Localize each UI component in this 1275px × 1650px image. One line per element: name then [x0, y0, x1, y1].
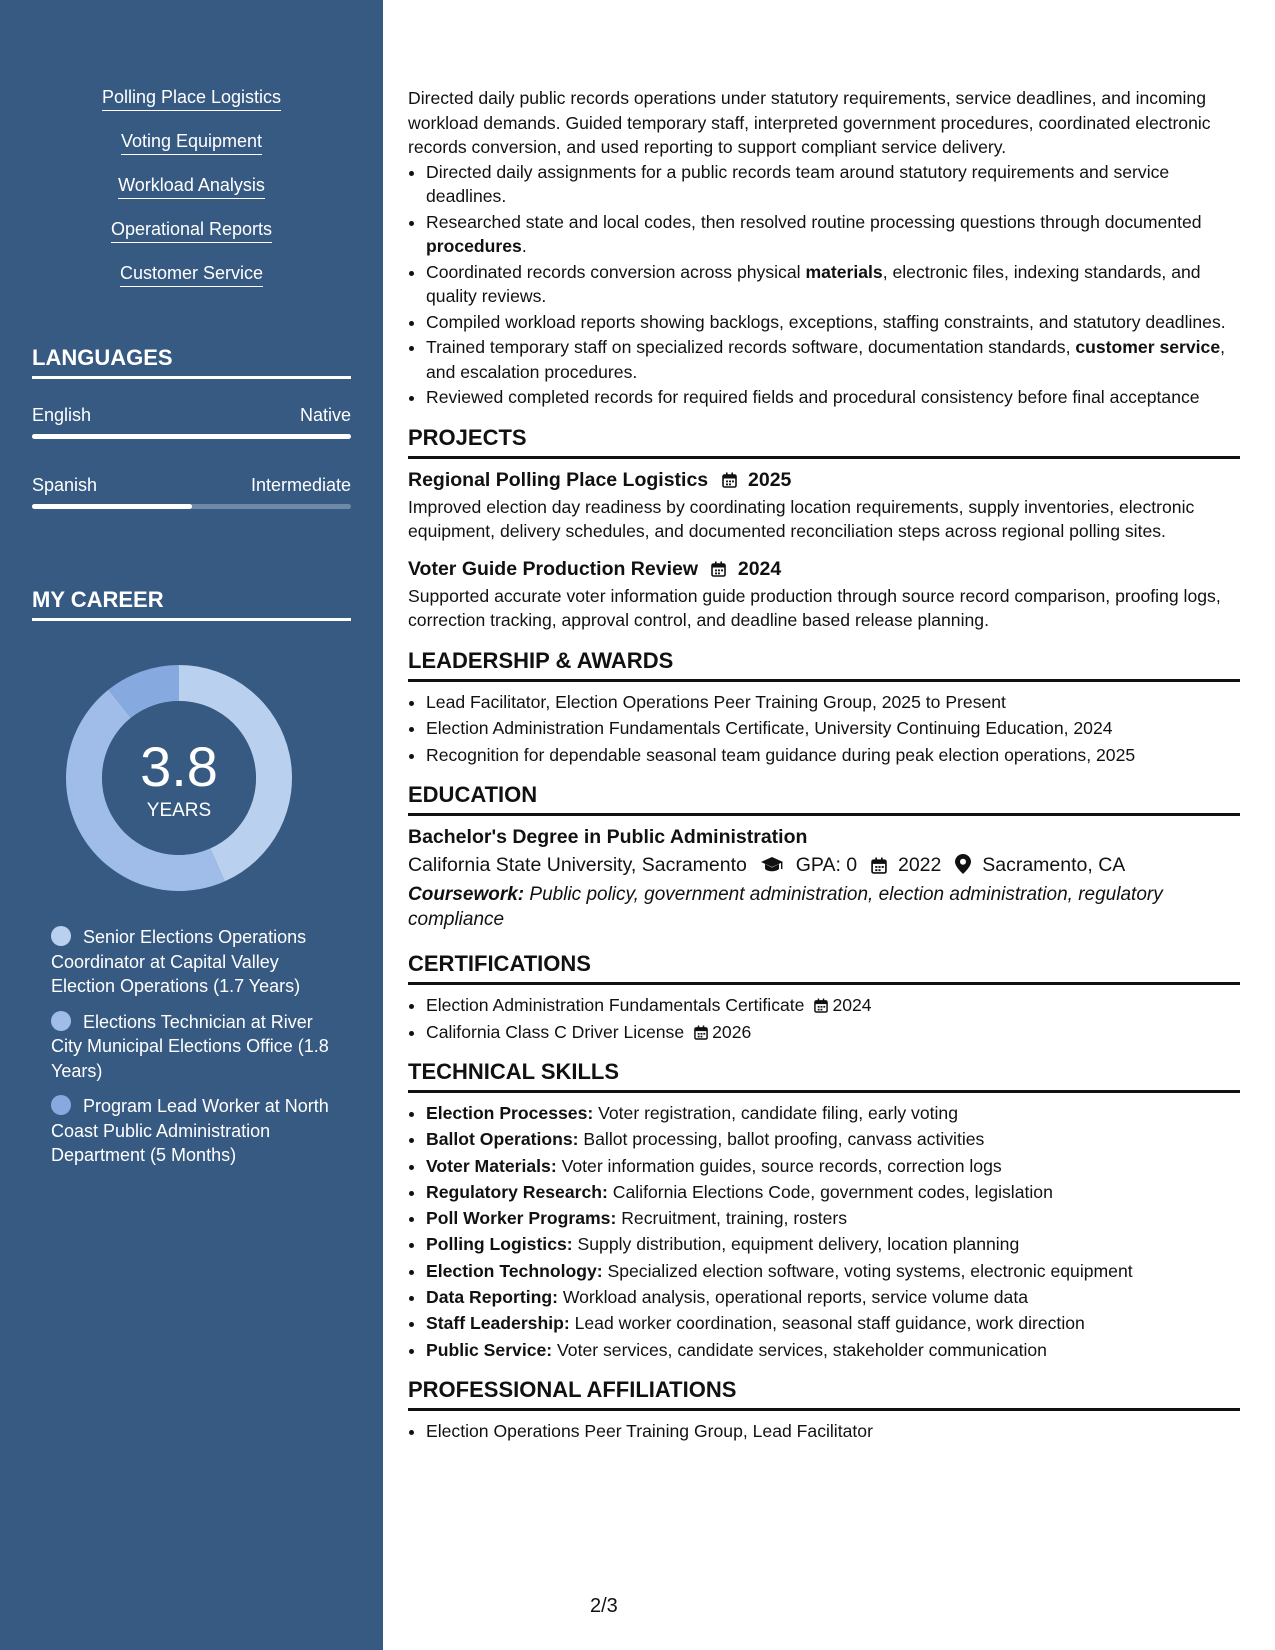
career-donut-chart	[66, 665, 292, 891]
bullet-text: Trained temporary staff on specialized records software, documentation standards,	[426, 337, 1076, 357]
career-item	[51, 925, 331, 999]
bullet-bold: materials	[805, 261, 883, 282]
coursework	[408, 882, 1240, 932]
school-name: California State University, Sacramento	[408, 854, 747, 876]
career-list	[51, 925, 331, 1179]
technical-skills-list	[408, 1101, 1240, 1362]
language-bar	[32, 434, 351, 439]
skill-text: Supply distribution, equipment delivery, location planning	[572, 1234, 1020, 1255]
certification-name: California Class C Driver License	[426, 1021, 685, 1042]
career-years-unit: YEARS	[146, 800, 212, 821]
career-item	[51, 1010, 331, 1084]
skill-label: Ballot Operations:	[426, 1129, 579, 1150]
leadership-title: LEADERSHIP & AWARDS	[408, 647, 1240, 682]
bullet-bold: customer service	[1075, 337, 1221, 357]
summary-bullets	[408, 160, 1240, 410]
coursework-label: Coursework:	[408, 884, 525, 905]
sidebar	[0, 0, 383, 1650]
gpa: GPA: 0	[795, 854, 858, 876]
list-item	[426, 1232, 1240, 1257]
project-year: 2025	[748, 468, 792, 491]
school-location: Sacramento, CA	[982, 854, 1126, 876]
skill-label: Polling Logistics:	[426, 1234, 573, 1255]
list-item	[426, 335, 1240, 384]
skill-text: Voter registration, candidate filing, early voting	[593, 1103, 959, 1123]
skill-text: Ballot processing, ballot proofing, canvass activities	[578, 1129, 985, 1150]
degree-title: Bachelor's Degree in Public Administration	[408, 826, 808, 848]
education-title: EDUCATION	[408, 781, 1240, 816]
list-item	[426, 1338, 1240, 1363]
career-total-years: 3.8	[140, 735, 218, 798]
education-details	[408, 850, 1240, 880]
list-item	[426, 1285, 1240, 1310]
language-name: English	[32, 405, 92, 425]
affiliations-title: PROFESSIONAL AFFILIATIONS	[408, 1376, 1240, 1411]
language-name: Spanish	[32, 475, 98, 495]
list-item	[426, 1154, 1240, 1179]
certification-year: 2024	[832, 995, 872, 1015]
bullet-text: Coordinated records conversion across physical	[426, 261, 806, 282]
list-item	[426, 1180, 1240, 1205]
language-bar	[32, 504, 351, 509]
project-name: Regional Polling Place Logistics	[408, 468, 709, 491]
summary-intro: Directed daily public records operations under statutory requirements, service deadlines, and incoming workload demands. Guided temporary staff, interpreted government procedures, coordinated electronic records conversion, and used reporting to support compliant service delivery.	[408, 88, 1211, 157]
list-item	[426, 310, 1240, 335]
certification-year: 2026	[712, 1021, 752, 1042]
list-item: • Election Administration Fundamentals Certificate, University Continuing Education, 2024	[426, 716, 1240, 741]
career-dot-icon	[51, 1095, 71, 1115]
list-item	[426, 1259, 1240, 1284]
certifications-list	[408, 993, 1240, 1044]
skill-tag: Polling Place Logistics	[102, 86, 281, 111]
skill-text: Specialized election software, voting systems, electronic equipment	[602, 1260, 1133, 1281]
career-dot-icon	[51, 926, 71, 946]
certification-name: Election Administration Fundamentals Certificate	[426, 995, 805, 1015]
language-level: Native	[299, 405, 351, 425]
list-item	[426, 1101, 1240, 1126]
bullet-text: .	[521, 236, 527, 256]
skill-text: Voter services, candidate services, stakeholder communication	[552, 1339, 1047, 1360]
skills-list	[0, 86, 383, 306]
project-year: 2024	[737, 557, 782, 580]
skill-label: Voter Materials:	[426, 1155, 557, 1176]
skill-tag: Operational Reports	[111, 218, 272, 243]
graduation-year: 2022	[897, 854, 942, 876]
map-pin-icon	[955, 854, 971, 874]
language-row	[32, 474, 351, 496]
skill-text: Recruitment, training, rosters	[616, 1208, 848, 1229]
project-description: Supported accurate voter information guide production through source record comparison, proofing logs, correction tracking, approval control, and deadline based release planning.	[408, 585, 1221, 630]
page-number: 2/3	[590, 1595, 618, 1617]
career-item-text: Senior Elections Operations Coordinator at Capital Valley Election Operations (1.7 Years)	[51, 927, 307, 996]
skill-label: Election Technology:	[426, 1260, 603, 1281]
graduation-cap-icon	[760, 856, 784, 874]
bullet-bold: procedures	[426, 236, 522, 256]
calendar-icon	[871, 857, 887, 874]
project-description: Improved election day readiness by coordinating location requirements, supply inventories, electronic equipment, delivery schedules, and documented reconciliation steps across regional polling sites.	[408, 496, 1195, 541]
calendar-icon	[814, 998, 828, 1013]
skill-tag: Workload Analysis	[118, 174, 265, 199]
bullet-text: Compiled workload reports showing backlogs, exceptions, staffing constraints, and statutory deadlines.	[426, 311, 1226, 332]
list-item	[426, 1127, 1240, 1152]
list-item	[426, 1206, 1240, 1231]
career-item-text: Elections Technician at River City Municipal Elections Office (1.8 Years)	[51, 1011, 329, 1081]
list-item	[426, 160, 1240, 209]
skill-tag: Voting Equipment	[121, 130, 262, 155]
bullet-text: Reviewed completed records for required fields and procedural consistency before final acceptance	[426, 387, 1200, 407]
list-item: • Lead Facilitator, Election Operations Peer Training Group, 2025 to Present	[426, 690, 1240, 715]
list-item	[426, 1020, 1240, 1045]
calendar-icon	[722, 472, 737, 488]
certifications-title: CERTIFICATIONS	[408, 950, 1240, 985]
skill-label: Data Reporting:	[426, 1287, 558, 1308]
skill-label: Staff Leadership:	[426, 1313, 570, 1334]
list-item	[426, 260, 1240, 309]
coursework-text: Public policy, government administration, election administration, regulatory compliance	[408, 884, 1163, 930]
technical-skills-title: TECHNICAL SKILLS	[408, 1058, 1240, 1093]
leadership-list	[408, 690, 1240, 768]
list-item	[426, 385, 1240, 410]
main-content	[408, 86, 1240, 1446]
project-name: Voter Guide Production Review	[408, 557, 699, 580]
skill-label: Public Service:	[426, 1339, 553, 1360]
skill-text: Voter information guides, source records, correction logs	[556, 1155, 1002, 1176]
language-level: Intermediate	[250, 475, 351, 495]
career-item-text: Program Lead Worker at North Coast Public Administration Department (5 Months)	[51, 1096, 329, 1165]
skill-label: Regulatory Research:	[426, 1181, 608, 1202]
languages-title: LANGUAGES	[32, 344, 351, 379]
skill-text: Workload analysis, operational reports, service volume data	[557, 1287, 1029, 1308]
affiliations-list	[408, 1419, 1240, 1444]
language-bar-fill	[32, 434, 351, 439]
list-item	[426, 1311, 1240, 1336]
skill-tag: Customer Service	[120, 262, 263, 287]
bullet-text: Directed daily assignments for a public records team around statutory requirements and service deadlines.	[426, 161, 1170, 206]
skill-label: Election Processes:	[426, 1103, 594, 1123]
career-item	[51, 1094, 331, 1168]
projects-title: PROJECTS	[408, 424, 1240, 459]
career-dot-icon	[51, 1011, 71, 1031]
list-item: • Election Operations Peer Training Group, Lead Facilitator	[426, 1419, 1240, 1444]
calendar-icon	[694, 1025, 708, 1040]
bullet-text: Researched state and local codes, then resolved routine processing questions through documented	[426, 211, 1202, 232]
skill-text: California Elections Code, government codes, legislation	[607, 1181, 1053, 1202]
language-bar-fill	[32, 504, 192, 509]
career-title: MY CAREER	[32, 586, 351, 621]
list-item: • Recognition for dependable seasonal team guidance during peak election operations, 2025	[426, 743, 1240, 768]
skill-label: Poll Worker Programs:	[426, 1208, 617, 1229]
list-item	[426, 210, 1240, 259]
project-title	[408, 467, 1240, 493]
project-title	[408, 556, 1240, 582]
calendar-icon	[711, 561, 726, 577]
skill-text: Lead worker coordination, seasonal staff guidance, work direction	[569, 1313, 1085, 1334]
language-row	[32, 404, 351, 426]
bullet-text: , electronic files, indexing standards, and quality reviews.	[426, 261, 1201, 306]
bullet-text: , and escalation procedures.	[426, 337, 1225, 382]
list-item	[426, 993, 1240, 1018]
